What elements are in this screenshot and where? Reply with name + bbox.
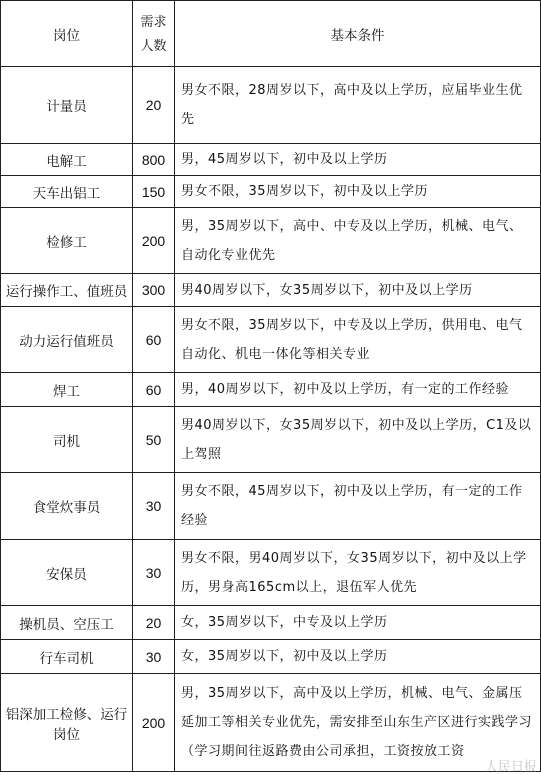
table-header-row	[1, 1, 541, 67]
post-cell: 动力运行值班员	[1, 307, 133, 373]
table-row	[1, 208, 541, 274]
conditions-cell: 女，35周岁以下，初中及以上学历	[175, 640, 541, 674]
post-cell: 焊工	[1, 373, 133, 407]
count-cell: 60	[133, 307, 175, 373]
post-cell: 安保员	[1, 540, 133, 606]
post-cell: 行车司机	[1, 640, 133, 674]
count-cell: 200	[133, 208, 175, 274]
count-cell: 200	[133, 674, 175, 772]
count-cell: 30	[133, 540, 175, 606]
conditions-cell: 男40周岁以下，女35周岁以下，初中及以上学历，C1及以上驾照	[175, 407, 541, 473]
count-cell: 20	[133, 606, 175, 640]
table-row	[1, 307, 541, 373]
watermark: 人民日报	[484, 760, 537, 775]
post-cell: 司机	[1, 407, 133, 473]
table-row	[1, 144, 541, 176]
count-cell: 30	[133, 640, 175, 674]
post-cell: 天车出铝工	[1, 176, 133, 208]
count-cell: 30	[133, 473, 175, 540]
post-cell: 运行操作工、值班员	[1, 274, 133, 307]
table-row	[1, 407, 541, 473]
conditions-cell: 男，40周岁以下，初中及以上学历，有一定的工作经验	[175, 373, 541, 407]
header-count	[133, 1, 175, 67]
table-row	[1, 606, 541, 640]
post-cell: 操机员、空压工	[1, 606, 133, 640]
conditions-cell: 男女不限，男40周岁以下，女35周岁以下，初中及以上学历，男身高165cm以上，退伍军人优先	[175, 540, 541, 606]
conditions-cell: 男女不限，28周岁以下，高中及以上学历，应届毕业生优先	[175, 67, 541, 144]
table-row	[1, 373, 541, 407]
post-cell: 检修工	[1, 208, 133, 274]
table-row	[1, 674, 541, 772]
conditions-cell: 男，45周岁以下，初中及以上学历	[175, 144, 541, 176]
count-cell: 50	[133, 407, 175, 473]
conditions-cell: 男，35周岁以下，高中及以上学历，机械、电气、金属压延加工等相关专业优先，需安排至山东生产区进行实践学习（学习期间往返路费由公司承担，工资按放工资	[175, 674, 541, 772]
conditions-cell: 男，35周岁以下，高中、中专及以上学历，机械、电气、自动化专业优先	[175, 208, 541, 274]
post-cell: 计量员	[1, 67, 133, 144]
table-row	[1, 473, 541, 540]
post-cell: 铝深加工检修、运行岗位	[1, 674, 133, 772]
header-count-line1: 需求	[140, 13, 167, 29]
table-row	[1, 176, 541, 208]
conditions-cell: 女，35周岁以下，中专及以上学历	[175, 606, 541, 640]
table-row	[1, 540, 541, 606]
conditions-cell: 男女不限，35周岁以下，初中及以上学历	[175, 176, 541, 208]
count-cell: 300	[133, 274, 175, 307]
conditions-cell: 男女不限，35周岁以下，中专及以上学历，供用电、电气自动化、机电一体化等相关专业	[175, 307, 541, 373]
table-row	[1, 640, 541, 674]
header-post: 岗位	[1, 1, 133, 67]
count-cell: 800	[133, 144, 175, 176]
count-cell: 20	[133, 67, 175, 144]
table-row	[1, 67, 541, 144]
header-conditions: 基本条件	[175, 1, 541, 67]
post-cell: 食堂炊事员	[1, 473, 133, 540]
post-cell: 电解工	[1, 144, 133, 176]
count-cell: 150	[133, 176, 175, 208]
header-count-line2: 人数	[140, 37, 167, 53]
count-cell: 60	[133, 373, 175, 407]
table-row	[1, 274, 541, 307]
conditions-cell: 男女不限，45周岁以下，初中及以上学历，有一定的工作经验	[175, 473, 541, 540]
conditions-cell: 男40周岁以下，女35周岁以下，初中及以上学历	[175, 274, 541, 307]
